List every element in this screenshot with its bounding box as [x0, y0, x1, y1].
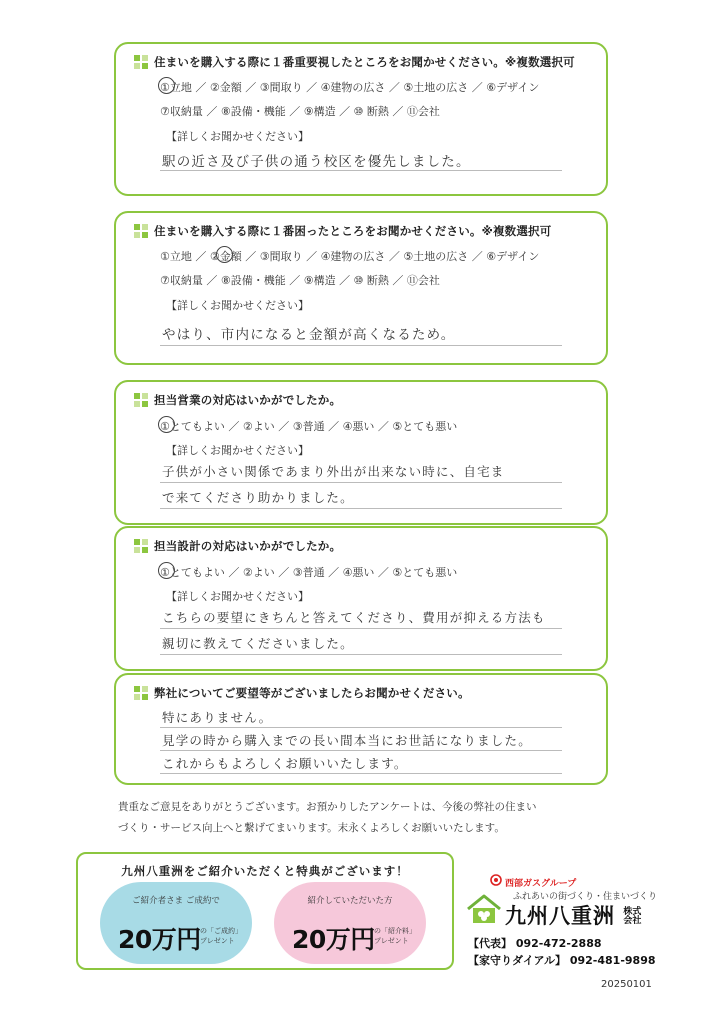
question-heading: [134, 685, 470, 701]
options-row: ⑦収納量 ／ ⑧設備・機能 ／ ⑨構造 ／ ⑩ 断熱 ／ ⑪会社: [160, 105, 440, 118]
selection-circle: [158, 77, 175, 94]
question-title: 担当営業の対応はいかがでしたか。: [154, 393, 342, 407]
detail-label: 【詳しくお聞かせください】: [166, 590, 309, 603]
referred-bonus-bubble: [274, 882, 426, 964]
answer-line: [160, 727, 562, 728]
referrer-bonus-bubble: [100, 882, 252, 964]
bonus-note: [374, 926, 416, 946]
question-title: 弊社についてご要望等がございましたらお聞かせください。: [154, 686, 470, 700]
detail-label: 【詳しくお聞かせください】: [166, 130, 309, 143]
handwritten-answer: 駅の近さ及び子供の通う校区を優先しました。: [162, 154, 471, 170]
support-phone: 【家守りダイアル】 092-481-9898: [468, 954, 656, 967]
question-card-requests: [114, 673, 608, 785]
company-suffix: [623, 908, 641, 926]
company-suffix-bottom: 会社: [623, 916, 642, 926]
handwritten-answer: 子供が小さい関係であまり外出が出来ない時に、自宅ま: [162, 464, 505, 479]
question-heading: [134, 392, 341, 408]
detail-label: 【詳しくお聞かせください】: [166, 444, 309, 457]
bonus-amount: 20万円: [118, 925, 201, 954]
answer-line: [160, 170, 562, 171]
saibu-gas-logo-icon: [490, 874, 504, 886]
handwritten-answer: で来てくださり助かりました。: [162, 490, 354, 505]
question-heading: [134, 538, 341, 554]
bonus-note-line: プレゼント: [200, 937, 235, 945]
answer-line: [160, 773, 562, 774]
question-card-priority: [114, 42, 608, 196]
green-squares-icon: [134, 224, 148, 238]
question-card-difficulty: [114, 211, 608, 365]
green-squares-icon: [134, 55, 148, 69]
question-card-design: [114, 526, 608, 671]
answer-line: [160, 750, 562, 751]
house-clover-logo-icon: [466, 893, 502, 925]
company-name-text: 九州八重洲: [505, 904, 615, 928]
options-row: ①とてもよい ／ ②よい ／ ③普通 ／ ④悪い ／ ⑤とても悪い: [160, 566, 458, 579]
question-title: 住まいを購入する際に１番重要視したところをお聞かせください。※複数選択可: [154, 55, 575, 69]
selection-circle: [216, 246, 233, 263]
bonus-note-line: プレゼント: [374, 937, 409, 945]
detail-label: 【詳しくお聞かせください】: [166, 299, 309, 312]
green-squares-icon: [134, 686, 148, 700]
options-row: ①立地 ／ ②金額 ／ ③間取り ／ ④建物の広さ ／ ⑤土地の広さ ／ ⑥デザイン: [160, 81, 540, 94]
handwritten-answer: これからもよろしくお願いいたします。: [162, 756, 408, 771]
group-name: 西部ガスグループ: [505, 879, 577, 889]
referral-promo-box: [76, 852, 454, 970]
answer-line: [160, 628, 562, 629]
bonus-note-line: の「ご成約」: [200, 927, 242, 935]
bonus-note: [200, 926, 242, 946]
selection-circle: [158, 416, 175, 433]
company-slogan: ふれあいの街づくり・住まいづくり: [513, 892, 658, 902]
bubble-caption: ご紹介者さま ご成約で: [132, 896, 220, 906]
question-heading: [134, 54, 575, 70]
bonus-amount: 20万円: [292, 925, 375, 954]
green-squares-icon: [134, 539, 148, 553]
main-phone: 【代表】 092-472-2888: [468, 937, 602, 950]
options-row: ①とてもよい ／ ②よい ／ ③普通 ／ ④悪い ／ ⑤とても悪い: [160, 420, 458, 433]
handwritten-answer: やはり、市内になると金額が高くなるため。: [162, 327, 456, 343]
company-name: [505, 900, 641, 930]
answer-line: [160, 654, 562, 655]
question-title: 住まいを購入する際に１番困ったところをお聞かせください。※複数選択可: [154, 224, 552, 238]
options-row: ⑦収納量 ／ ⑧設備・機能 ／ ⑨構造 ／ ⑩ 断熱 ／ ⑪会社: [160, 274, 440, 287]
handwritten-answer: 見学の時から購入までの長い間本当にお世話になりました。: [162, 733, 532, 748]
answer-line: [160, 482, 562, 483]
bonus-note-line: の「紹介料」: [374, 927, 416, 935]
selection-circle: [158, 562, 175, 579]
question-card-sales: [114, 380, 608, 525]
thanks-line: づくり・サービス向上へと繋げてまいります。末永くよろしくお願いいたします。: [118, 822, 505, 834]
promo-title: 九州八重洲をご紹介いただくと特典がございます！: [121, 864, 409, 878]
company-suffix-top: 株式: [623, 907, 642, 917]
green-squares-icon: [134, 393, 148, 407]
thanks-line: 貴重なご意見をありがとうございます。お預かりしたアンケートは、今後の弊社の住まい: [118, 801, 537, 813]
handwritten-answer: 特にありません。: [162, 710, 273, 725]
options-row: ①立地 ／ ②金額 ／ ③間取り ／ ④建物の広さ ／ ⑤土地の広さ ／ ⑥デザイン: [160, 250, 540, 263]
bubble-caption: 紹介していただいた方: [307, 896, 393, 906]
question-title: 担当設計の対応はいかがでしたか。: [154, 539, 342, 553]
question-heading: [134, 223, 551, 239]
document-code: 20250101: [601, 979, 652, 990]
thanks-message: [118, 797, 598, 839]
answer-line: [160, 345, 562, 346]
handwritten-answer: こちらの要望にきちんと答えてくださり、費用が抑える方法も: [162, 610, 546, 625]
answer-line: [160, 508, 562, 509]
handwritten-answer: 親切に教えてくださいました。: [162, 636, 354, 651]
